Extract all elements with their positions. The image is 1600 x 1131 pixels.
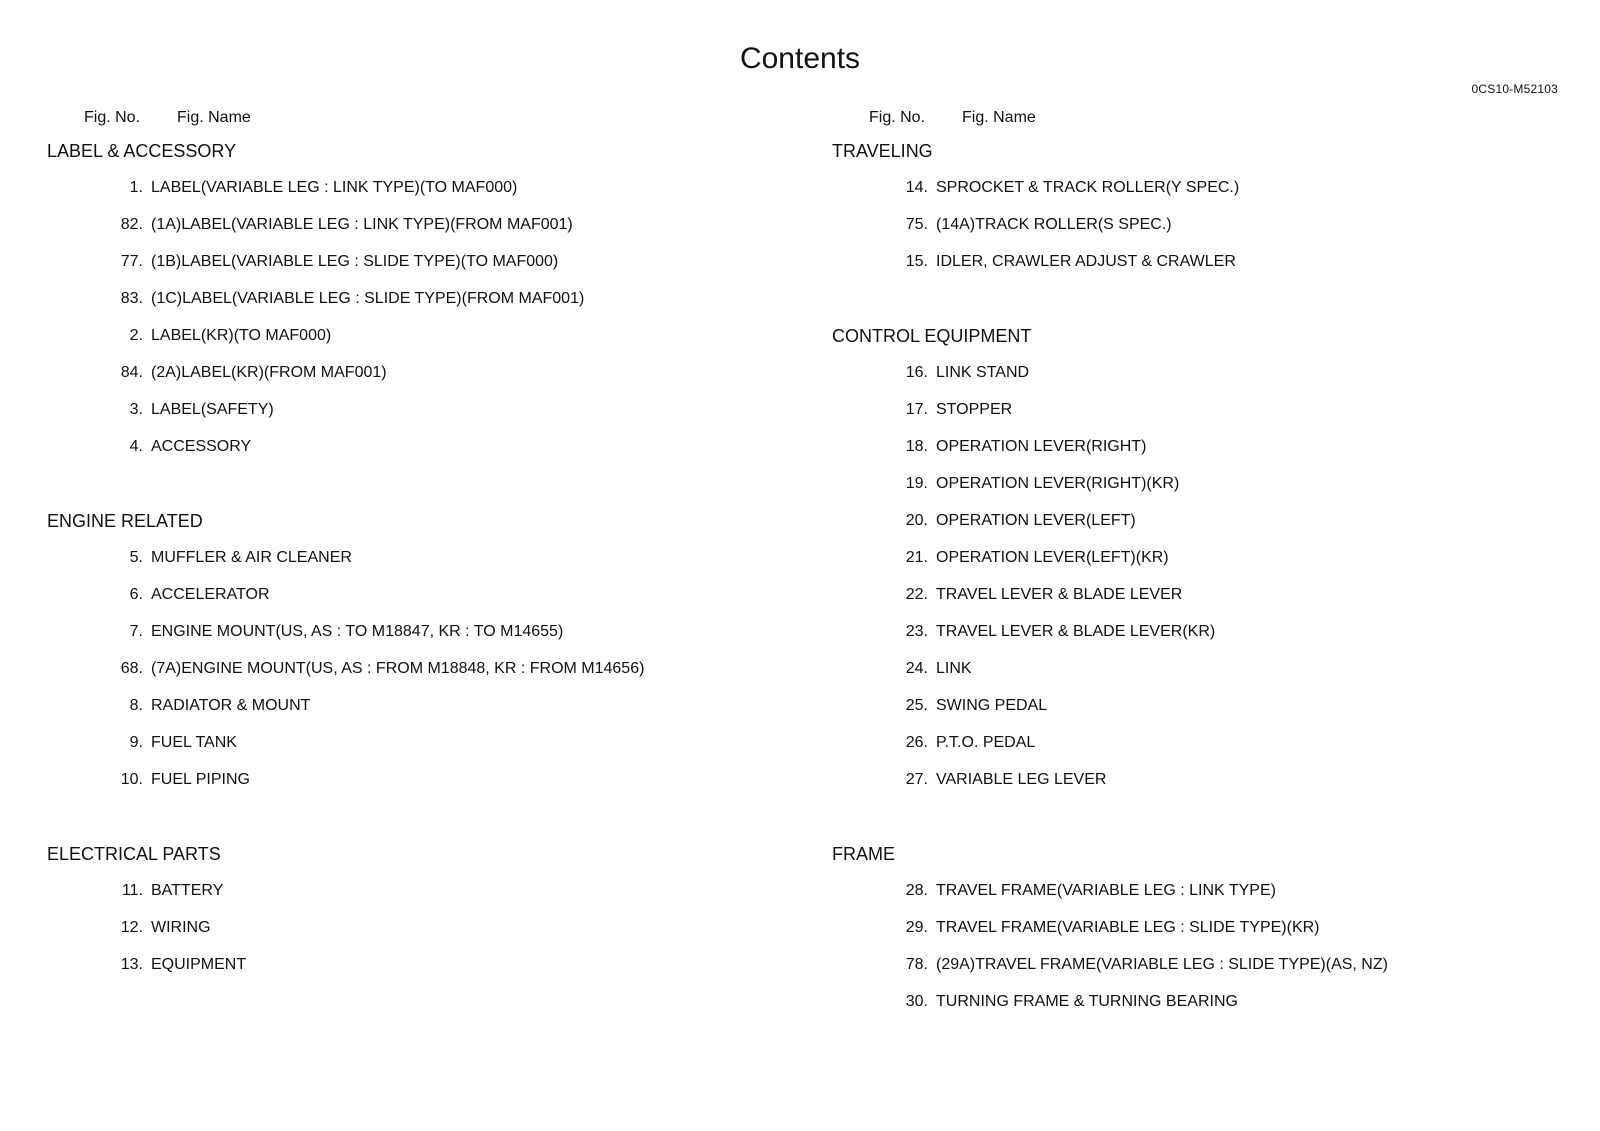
fig-name: (29A)TRAVEL FRAME(VARIABLE LEG : SLIDE TYPE)(AS, NZ) — [936, 956, 1388, 973]
contents-entry[interactable] — [47, 326, 807, 363]
fig-name: RADIATOR & MOUNT — [151, 697, 311, 714]
contents-entry[interactable] — [47, 178, 807, 215]
right-sections — [832, 141, 1592, 1029]
contents-section — [832, 141, 1592, 289]
fig-name: BATTERY — [151, 882, 224, 899]
fig-name: SWING PEDAL — [936, 697, 1048, 714]
fig-number: 84. — [120, 364, 143, 381]
contents-entry[interactable] — [47, 770, 807, 807]
fig-name: MUFFLER & AIR CLEANER — [151, 549, 352, 566]
fig-number: 5. — [129, 549, 143, 566]
fig-number: 22. — [905, 586, 928, 603]
fig-number: 1. — [129, 179, 143, 196]
contents-entry[interactable] — [832, 918, 1592, 955]
fig-name: (1A)LABEL(VARIABLE LEG : LINK TYPE)(FROM MAF001) — [151, 216, 573, 233]
contents-section — [47, 844, 807, 992]
fig-number: 29. — [905, 919, 928, 936]
section-title: FRAME — [832, 844, 895, 864]
fig-name: IDLER, CRAWLER ADJUST & CRAWLER — [936, 253, 1236, 270]
fig-name-header: Fig. Name — [177, 109, 251, 126]
contents-entry[interactable] — [832, 733, 1592, 770]
fig-name: SPROCKET & TRACK ROLLER(Y SPEC.) — [936, 179, 1240, 196]
fig-number: 16. — [905, 364, 928, 381]
fig-number: 14. — [905, 179, 928, 196]
contents-section — [832, 326, 1592, 807]
fig-number: 6. — [129, 586, 143, 603]
contents-entry[interactable] — [832, 585, 1592, 622]
document-code: 0CS10-M52103 — [1471, 82, 1558, 96]
fig-name: OPERATION LEVER(RIGHT)(KR) — [936, 475, 1180, 492]
contents-entry[interactable] — [832, 548, 1592, 585]
fig-number: 20. — [905, 512, 928, 529]
contents-entry[interactable] — [47, 400, 807, 437]
contents-entry[interactable] — [47, 733, 807, 770]
fig-name: LABEL(SAFETY) — [151, 401, 274, 418]
fig-name: ENGINE MOUNT(US, AS : TO M18847, KR : TO M14655) — [151, 623, 564, 640]
fig-number: 4. — [129, 438, 143, 455]
fig-name: EQUIPMENT — [151, 956, 247, 973]
fig-name: LINK — [936, 660, 972, 677]
fig-number: 27. — [905, 771, 928, 788]
contents-entry[interactable] — [832, 400, 1592, 437]
fig-name: TRAVEL LEVER & BLADE LEVER(KR) — [936, 623, 1216, 640]
fig-no-header: Fig. No. — [84, 109, 141, 126]
fig-name-header: Fig. Name — [962, 109, 1036, 126]
fig-name: (14A)TRACK ROLLER(S SPEC.) — [936, 216, 1172, 233]
contents-entry[interactable] — [47, 215, 807, 252]
fig-number: 83. — [120, 290, 143, 307]
fig-number: 28. — [905, 882, 928, 899]
page-title: Contents — [739, 42, 861, 75]
contents-section — [47, 511, 807, 807]
contents-entry[interactable] — [832, 178, 1592, 215]
contents-entry[interactable] — [832, 992, 1592, 1029]
fig-name: TURNING FRAME & TURNING BEARING — [936, 993, 1238, 1010]
fig-name: (2A)LABEL(KR)(FROM MAF001) — [151, 364, 387, 381]
contents-entry[interactable] — [832, 770, 1592, 807]
fig-number: 25. — [905, 697, 928, 714]
contents-entry[interactable] — [47, 696, 807, 733]
fig-number: 77. — [120, 253, 143, 270]
contents-entry[interactable] — [47, 289, 807, 326]
fig-name: OPERATION LEVER(LEFT) — [936, 512, 1136, 529]
fig-number: 17. — [905, 401, 928, 418]
fig-number: 13. — [120, 956, 143, 973]
contents-entry[interactable] — [47, 252, 807, 289]
contents-section — [832, 844, 1592, 1029]
fig-number: 7. — [129, 623, 143, 640]
fig-name: VARIABLE LEG LEVER — [936, 771, 1107, 788]
contents-entry[interactable] — [47, 622, 807, 659]
fig-number: 68. — [120, 660, 143, 677]
contents-entry[interactable] — [832, 659, 1592, 696]
fig-number: 82. — [120, 216, 143, 233]
contents-entry[interactable] — [832, 363, 1592, 400]
fig-number: 3. — [129, 401, 143, 418]
section-title: CONTROL EQUIPMENT — [832, 326, 1032, 346]
fig-name: ACCELERATOR — [151, 586, 270, 603]
left-sections — [47, 141, 807, 992]
section-title: TRAVELING — [832, 141, 933, 161]
fig-number: 78. — [905, 956, 928, 973]
fig-name: (1B)LABEL(VARIABLE LEG : SLIDE TYPE)(TO MAF000) — [151, 253, 559, 270]
contents-entry[interactable] — [832, 696, 1592, 733]
fig-name: LINK STAND — [936, 364, 1030, 381]
contents-entry[interactable] — [47, 881, 807, 918]
fig-number: 15. — [905, 253, 928, 270]
contents-entry[interactable] — [832, 474, 1592, 511]
fig-name: FUEL TANK — [151, 734, 237, 751]
fig-number: 11. — [121, 882, 143, 899]
contents-entry[interactable] — [47, 437, 807, 474]
fig-name: TRAVEL LEVER & BLADE LEVER — [936, 586, 1183, 603]
fig-number: 12. — [120, 919, 143, 936]
fig-name: P.T.O. PEDAL — [936, 734, 1036, 751]
fig-name: STOPPER — [936, 401, 1013, 418]
fig-no-header: Fig. No. — [869, 109, 926, 126]
fig-number: 2. — [129, 327, 143, 344]
contents-entry[interactable] — [47, 659, 807, 696]
contents-entry[interactable] — [47, 548, 807, 585]
fig-name: LABEL(KR)(TO MAF000) — [151, 327, 332, 344]
fig-name: WIRING — [151, 919, 211, 936]
contents-entry[interactable] — [832, 511, 1592, 548]
contents-entry[interactable] — [832, 955, 1592, 992]
fig-number: 26. — [905, 734, 928, 751]
contents-entry[interactable] — [47, 955, 807, 992]
contents-entry[interactable] — [832, 437, 1592, 474]
fig-name: (1C)LABEL(VARIABLE LEG : SLIDE TYPE)(FROM MAF001) — [151, 290, 585, 307]
fig-name: (7A)ENGINE MOUNT(US, AS : FROM M18848, KR : FROM M14656) — [151, 660, 645, 677]
fig-name: OPERATION LEVER(RIGHT) — [936, 438, 1147, 455]
section-title: LABEL & ACCESSORY — [47, 141, 237, 161]
fig-name: TRAVEL FRAME(VARIABLE LEG : SLIDE TYPE)(KR) — [936, 919, 1320, 936]
fig-number: 9. — [129, 734, 143, 751]
fig-number: 18. — [905, 438, 928, 455]
contents-entry[interactable] — [832, 252, 1592, 289]
section-title: ENGINE RELATED — [47, 511, 203, 531]
fig-name: ACCESSORY — [151, 438, 252, 455]
contents-entry[interactable] — [47, 918, 807, 955]
contents-entry[interactable] — [832, 215, 1592, 252]
fig-name: LABEL(VARIABLE LEG : LINK TYPE)(TO MAF000) — [151, 179, 518, 196]
contents-entry[interactable] — [832, 881, 1592, 918]
fig-number: 8. — [129, 697, 143, 714]
fig-number: 75. — [905, 216, 928, 233]
fig-number: 10. — [120, 771, 143, 788]
contents-entry[interactable] — [47, 585, 807, 622]
section-title: ELECTRICAL PARTS — [47, 844, 221, 864]
contents-entry[interactable] — [832, 622, 1592, 659]
fig-number: 23. — [905, 623, 928, 640]
contents-section — [47, 141, 807, 474]
fig-number: 19. — [905, 475, 928, 492]
fig-number: 30. — [905, 993, 928, 1010]
fig-name: OPERATION LEVER(LEFT)(KR) — [936, 549, 1169, 566]
fig-number: 21. — [905, 549, 928, 566]
contents-entry[interactable] — [47, 363, 807, 400]
fig-number: 24. — [905, 660, 928, 677]
fig-name: FUEL PIPING — [151, 771, 250, 788]
fig-name: TRAVEL FRAME(VARIABLE LEG : LINK TYPE) — [936, 882, 1276, 899]
